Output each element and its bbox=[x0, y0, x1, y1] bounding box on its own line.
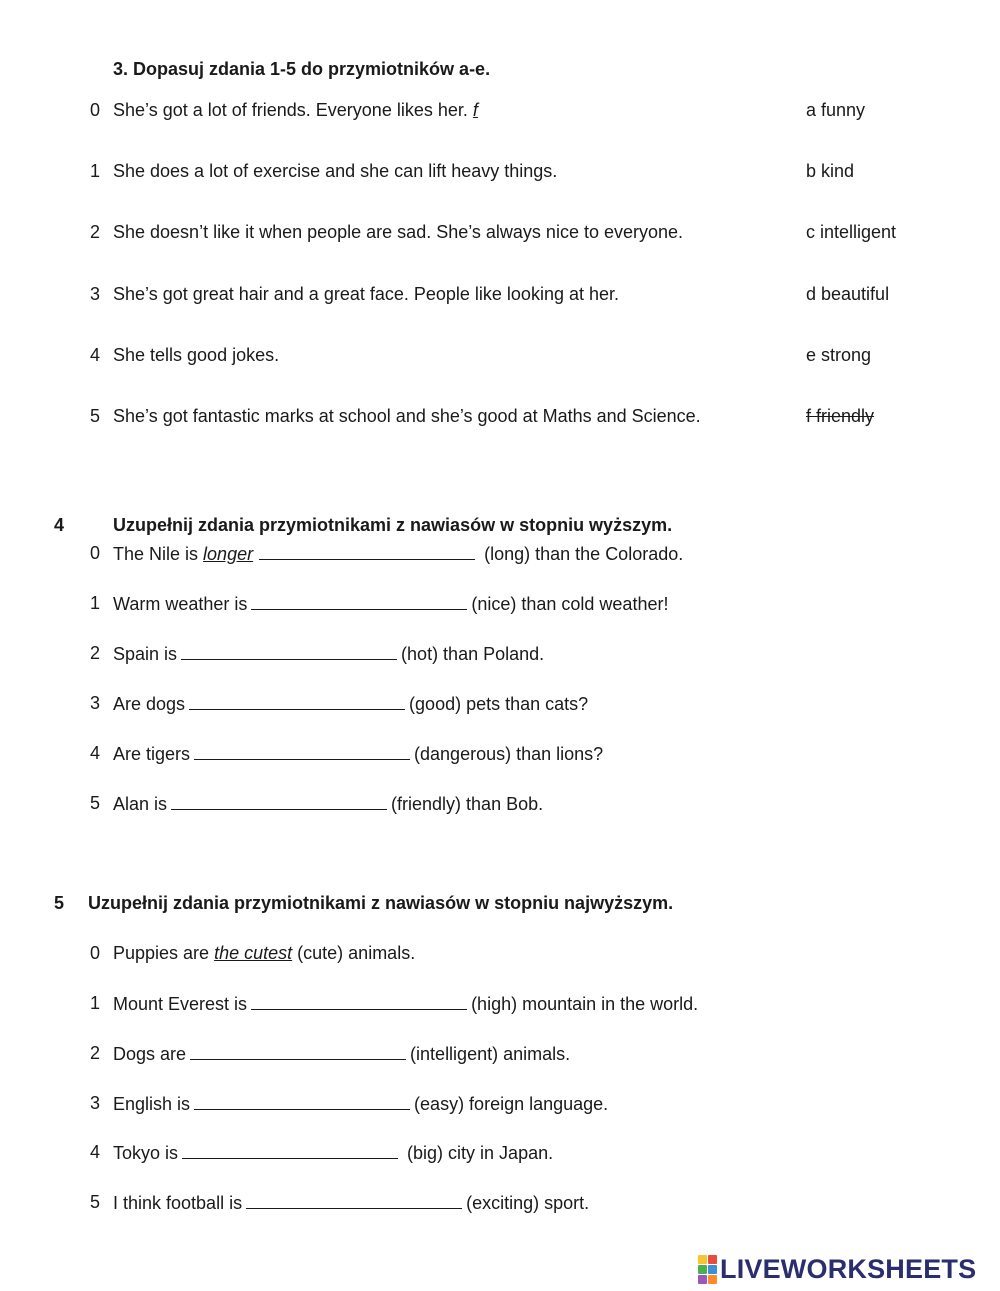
logo-block bbox=[698, 1255, 707, 1264]
ex5-row-1: Mount Everest is (high) mountain in the world. bbox=[113, 994, 699, 1014]
option-label: d beautiful bbox=[806, 284, 890, 304]
row-number: 3 bbox=[89, 1093, 100, 1113]
row-number: 2 bbox=[89, 643, 100, 663]
answer-blank[interactable] bbox=[190, 1043, 406, 1060]
ex5-row-0: Puppies are the cutest (cute) animals. bbox=[113, 943, 416, 963]
ex4-row-4: Are tigers (dangerous) than lions? bbox=[113, 744, 604, 764]
row-number: 1 bbox=[89, 593, 100, 613]
answer-blank[interactable] bbox=[189, 693, 405, 710]
answer-blank[interactable] bbox=[251, 993, 467, 1010]
option-label: b kind bbox=[806, 161, 855, 181]
row-number: 0 bbox=[89, 100, 100, 120]
logo-block bbox=[698, 1265, 707, 1274]
sentence-text: She does a lot of exercise and she can lift heavy things. bbox=[113, 161, 558, 181]
row-number: 2 bbox=[89, 222, 100, 242]
sentence-text: She doesn’t like it when people are sad. She’s always nice to everyone. bbox=[113, 222, 684, 242]
logo-block bbox=[708, 1275, 717, 1284]
ex5-row-3: English is (easy) foreign language. bbox=[113, 1094, 609, 1114]
example-answer: f bbox=[472, 100, 478, 120]
sentence-text: She’s got a lot of friends. Everyone likes her. f bbox=[113, 100, 478, 120]
option-label-used: f friendly bbox=[806, 406, 875, 426]
logo-block bbox=[708, 1265, 717, 1274]
ex5-row-4: Tokyo is (big) city in Japan. bbox=[113, 1143, 554, 1163]
answer-blank[interactable] bbox=[259, 543, 475, 560]
row-number: 1 bbox=[89, 161, 100, 181]
ex5-row-5: I think football is (exciting) sport. bbox=[113, 1193, 590, 1213]
option-label: e strong bbox=[806, 345, 872, 365]
ex4-row-0: The Nile is longer (long) than the Colorado. bbox=[113, 544, 684, 564]
row-number: 3 bbox=[89, 693, 100, 713]
ex4-number: 4 bbox=[54, 515, 65, 535]
example-answer: longer bbox=[203, 544, 254, 564]
answer-blank[interactable] bbox=[171, 793, 387, 810]
ex4-row-2: Spain is (hot) than Poland. bbox=[113, 644, 545, 664]
sentence-text: She tells good jokes. bbox=[113, 345, 280, 365]
answer-blank[interactable] bbox=[181, 643, 397, 660]
logo-block bbox=[708, 1255, 717, 1264]
ex5-row-2: Dogs are (intelligent) animals. bbox=[113, 1044, 571, 1064]
answer-blank[interactable] bbox=[182, 1142, 398, 1159]
answer-blank[interactable] bbox=[251, 593, 467, 610]
row-number: 0 bbox=[89, 543, 100, 563]
ex5-title: Uzupełnij zdania przymiotnikami z nawiasów w stopniu najwyższym. bbox=[88, 893, 674, 913]
sentence-text: She’s got fantastic marks at school and she’s good at Maths and Science. bbox=[113, 406, 701, 426]
row-number: 5 bbox=[89, 793, 100, 813]
ex3-title: 3. Dopasuj zdania 1-5 do przymiotników a-e. bbox=[113, 59, 491, 79]
logo-block bbox=[698, 1275, 707, 1284]
option-label: a funny bbox=[806, 100, 866, 120]
answer-blank[interactable] bbox=[194, 1093, 410, 1110]
row-number: 2 bbox=[89, 1043, 100, 1063]
answer-blank[interactable] bbox=[246, 1192, 462, 1209]
row-number: 5 bbox=[89, 406, 100, 426]
liveworksheets-logo[interactable] bbox=[698, 1252, 976, 1286]
option-label: c intelligent bbox=[806, 222, 897, 242]
logo-text: LIVEWORKSHEETS bbox=[720, 1253, 977, 1284]
ex4-row-1: Warm weather is (nice) than cold weather! bbox=[113, 594, 669, 614]
row-number: 4 bbox=[89, 1142, 100, 1162]
row-number: 1 bbox=[89, 993, 100, 1013]
sentence-text: She’s got great hair and a great face. People like looking at her. bbox=[113, 284, 620, 304]
logo-blocks-icon bbox=[698, 1255, 717, 1284]
answer-blank[interactable] bbox=[194, 743, 410, 760]
ex4-row-3: Are dogs (good) pets than cats? bbox=[113, 694, 589, 714]
ex5-number: 5 bbox=[54, 893, 65, 913]
example-answer: the cutest bbox=[214, 943, 293, 963]
ex4-title: Uzupełnij zdania przymiotnikami z nawiasów w stopniu wyższym. bbox=[113, 515, 673, 535]
ex4-row-5: Alan is (friendly) than Bob. bbox=[113, 794, 544, 814]
row-number: 0 bbox=[89, 943, 100, 963]
row-number: 3 bbox=[89, 284, 100, 304]
row-number: 4 bbox=[89, 345, 100, 365]
row-number: 5 bbox=[89, 1192, 100, 1212]
row-number: 4 bbox=[89, 743, 100, 763]
